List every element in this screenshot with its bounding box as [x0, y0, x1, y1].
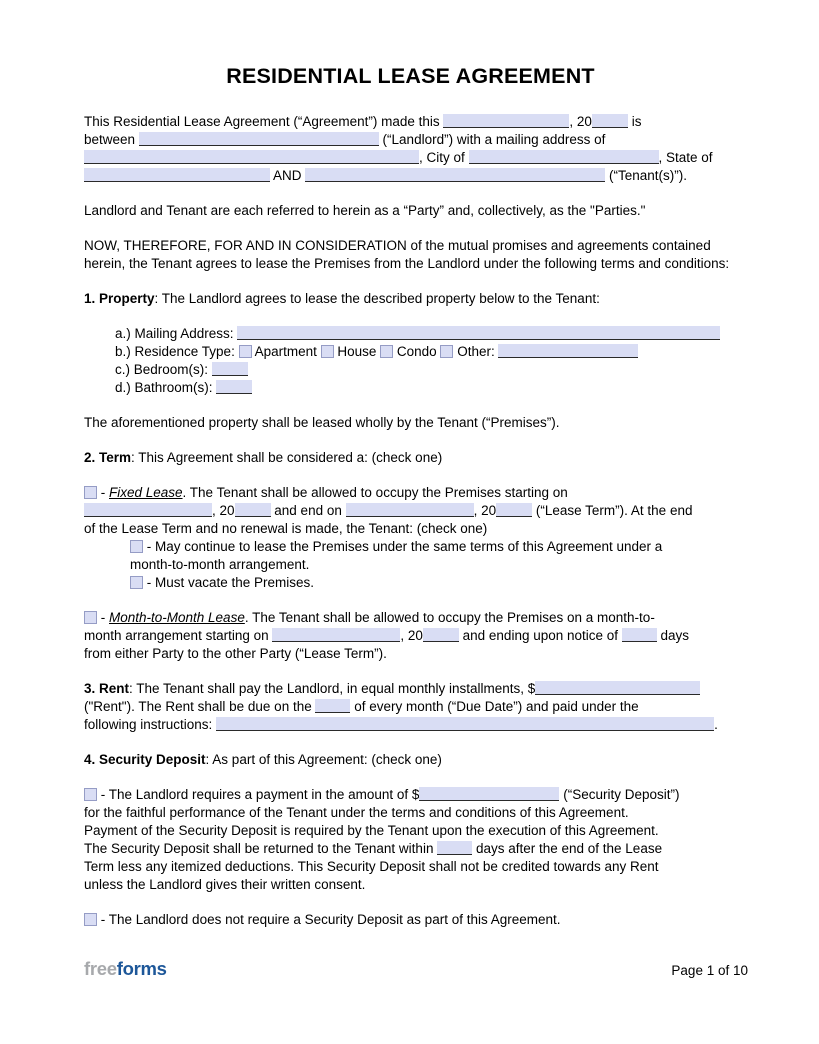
- section4-number: 4. Security Deposit: [84, 752, 206, 767]
- fixed-lease-paragraph: [84, 484, 737, 592]
- section3-number: 3. Rent: [84, 681, 130, 696]
- lease-end-year-field[interactable]: [496, 503, 532, 517]
- intro-line-4: [84, 167, 737, 185]
- intro-line-3: [84, 149, 737, 167]
- state-field[interactable]: [84, 168, 270, 182]
- property-item-a: [115, 325, 737, 343]
- m2m-start-date-field[interactable]: [272, 628, 400, 642]
- vacate-option-line: [84, 574, 737, 592]
- landlord-name-field[interactable]: [139, 132, 379, 146]
- section2-heading-text: : This Agreement shall be considered a: (check one): [131, 450, 443, 465]
- deposit-line-2: [84, 804, 737, 822]
- bathrooms-field[interactable]: [216, 380, 252, 394]
- agreement-day-field[interactable]: [443, 114, 569, 128]
- condo-checkbox[interactable]: [380, 345, 393, 358]
- item-d-text: d.) Bathroom(s):: [115, 380, 217, 395]
- deposit-text: Term less any itemized deductions. This Security Deposit shall not be credited towards any Rent: [84, 859, 659, 874]
- m2m-text: . The Tenant shall be allowed to occupy the Premises on a month-to-: [244, 610, 655, 625]
- fixed-lease-text: , 20: [212, 503, 235, 518]
- consideration-text: NOW, THEREFORE, FOR AND IN CONSIDERATION of the mutual promises and agreements contained herein, the Tenant agrees to lease the Premises from the Landlord under the following terms and conditions:: [84, 238, 730, 271]
- deposit-text: for the faithful performance of the Tenant under the terms and conditions of this Agreement.: [84, 805, 629, 820]
- other-checkbox[interactable]: [440, 345, 453, 358]
- intro-text: , State of: [658, 150, 713, 165]
- rent-amount-field[interactable]: [535, 681, 700, 695]
- parties-text: Landlord and Tenant are each referred to herein as a “Party” and, collectively, as the "Parties.": [84, 203, 646, 218]
- continue-option-line-1: [84, 538, 737, 556]
- m2m-line-3: [84, 645, 737, 663]
- fixed-lease-text: (“Lease Term”). At the end: [532, 503, 693, 518]
- deposit-line-4: [84, 840, 737, 858]
- agreement-year-field[interactable]: [592, 114, 628, 128]
- fixed-lease-checkbox[interactable]: [84, 486, 97, 499]
- rent-text: ("Rent"). The Rent shall be due on the: [84, 699, 316, 714]
- item-c-text: c.) Bedroom(s):: [115, 362, 212, 377]
- deposit-text: The Security Deposit shall be returned to the Tenant within: [84, 841, 438, 856]
- deposit-text: unless the Landlord gives their written consent.: [84, 877, 366, 892]
- no-deposit-text: - The Landlord does not require a Security Deposit as part of this Agreement.: [97, 912, 561, 927]
- notice-days-field[interactable]: [622, 628, 657, 642]
- section4-heading-text: : As part of this Agreement: (check one): [205, 752, 442, 767]
- consideration-paragraph: [84, 237, 737, 273]
- month-to-month-label: Month-to-Month Lease: [109, 610, 245, 625]
- m2m-text: and ending upon notice of: [458, 628, 622, 643]
- section1-number: 1. Property: [84, 291, 155, 306]
- property-item-d: [115, 379, 737, 397]
- continue-option-line-2: [84, 556, 737, 574]
- house-label: House: [333, 344, 381, 359]
- intro-text: AND: [270, 168, 306, 183]
- deposit-line-6: [84, 876, 737, 894]
- fixed-lease-text: and end on: [270, 503, 346, 518]
- fixed-lease-line-1: [84, 484, 737, 502]
- rent-paragraph: [84, 680, 737, 734]
- fixed-lease-line-3: [84, 520, 737, 538]
- deposit-amount-field[interactable]: [419, 787, 559, 801]
- intro-text: between: [84, 132, 139, 147]
- m2m-text: month arrangement starting on: [84, 628, 273, 643]
- bedrooms-field[interactable]: [212, 362, 248, 376]
- deposit-required-checkbox[interactable]: [84, 788, 97, 801]
- fixed-lease-dash: -: [97, 485, 109, 500]
- landlord-address-field[interactable]: [84, 150, 419, 164]
- m2m-start-year-field[interactable]: [423, 628, 459, 642]
- page-footer: [84, 958, 748, 980]
- fixed-lease-line-2: [84, 502, 737, 520]
- deposit-required-paragraph: [84, 786, 737, 894]
- other-label: Other:: [453, 344, 499, 359]
- property-item-c: [115, 361, 737, 379]
- item-b-text: b.) Residence Type:: [115, 344, 239, 359]
- rent-text: following instructions:: [84, 717, 217, 732]
- city-field[interactable]: [469, 150, 659, 164]
- deposit-return-days-field[interactable]: [437, 841, 472, 855]
- m2m-text: days: [656, 628, 690, 643]
- parties-paragraph: [84, 202, 737, 220]
- rent-line-2: [84, 698, 737, 716]
- rent-text: : The Tenant shall pay the Landlord, in equal monthly installments, $: [129, 681, 536, 696]
- must-vacate-checkbox[interactable]: [130, 576, 143, 589]
- section1-heading-text: : The Landlord agrees to lease the described property below to the Tenant:: [154, 291, 600, 306]
- intro-paragraph: [84, 113, 737, 185]
- deposit-text: Payment of the Security Deposit is required by the Tenant upon the execution of this Agreement.: [84, 823, 659, 838]
- fixed-lease-text: , 20: [473, 503, 497, 518]
- due-day-field[interactable]: [315, 699, 350, 713]
- intro-text: is: [627, 114, 642, 129]
- fixed-lease-label: Fixed Lease: [109, 485, 183, 500]
- m2m-line-2: [84, 627, 737, 645]
- brand-free-text: free: [84, 958, 117, 979]
- section4-heading: [84, 751, 737, 769]
- page-number: Page 1 of 10: [671, 963, 748, 978]
- no-deposit-checkbox[interactable]: [84, 913, 97, 926]
- deposit-text: - The Landlord requires a payment in the amount of $: [97, 787, 420, 802]
- condo-label: Condo: [393, 344, 441, 359]
- item-a-text: a.) Mailing Address:: [115, 326, 238, 341]
- no-deposit-line: [84, 911, 737, 929]
- brand-forms-text: forms: [116, 958, 167, 979]
- premises-text: The aforementioned property shall be leased wholly by the Tenant (“Premises”).: [84, 415, 560, 430]
- section2-number: 2. Term: [84, 450, 132, 465]
- intro-line-2: [84, 131, 737, 149]
- month-to-month-paragraph: [84, 609, 737, 663]
- continue-option-text: - May continue to lease the Premises under the same terms of this Agreement under a: [143, 539, 663, 554]
- m2m-text: , 20: [400, 628, 423, 643]
- property-list: [115, 325, 737, 397]
- intro-text: (“Tenant(s)”).: [605, 168, 688, 183]
- other-residence-type-field[interactable]: [498, 344, 638, 358]
- lease-end-date-field[interactable]: [346, 503, 474, 517]
- payment-instructions-field[interactable]: [216, 717, 714, 731]
- month-to-month-checkbox[interactable]: [84, 611, 97, 624]
- premises-paragraph: [84, 414, 737, 432]
- intro-line-1: [84, 113, 737, 131]
- intro-text: This Residential Lease Agreement (“Agreement”) made this: [84, 114, 444, 129]
- page-title: RESIDENTIAL LEASE AGREEMENT: [226, 64, 595, 88]
- m2m-text: from either Party to the other Party (“Lease Term”).: [84, 646, 387, 661]
- property-item-b: [115, 343, 737, 361]
- apartment-label: Apartment: [251, 344, 321, 359]
- m2m-dash: -: [97, 610, 109, 625]
- deposit-text: (“Security Deposit”): [559, 787, 680, 802]
- freeforms-logo: [84, 958, 167, 980]
- apartment-checkbox[interactable]: [239, 345, 252, 358]
- property-mailing-address-field[interactable]: [237, 326, 720, 340]
- section2-heading: [84, 449, 737, 467]
- rent-text: .: [714, 717, 718, 732]
- deposit-line-1: [84, 786, 737, 804]
- deposit-text: days after the end of the Lease: [472, 841, 663, 856]
- lease-start-year-field[interactable]: [235, 503, 271, 517]
- rent-line-1: [84, 680, 737, 698]
- intro-text: , 20: [569, 114, 592, 129]
- fixed-lease-text: . The Tenant shall be allowed to occupy the Premises starting on: [182, 485, 568, 500]
- intro-text: , City of: [419, 150, 469, 165]
- document-content: [84, 64, 737, 946]
- tenant-names-field[interactable]: [305, 168, 605, 182]
- continue-month-to-month-checkbox[interactable]: [130, 540, 143, 553]
- fixed-lease-text: of the Lease Term and no renewal is made, the Tenant: (check one): [84, 521, 488, 536]
- house-checkbox[interactable]: [321, 345, 334, 358]
- lease-start-date-field[interactable]: [84, 503, 212, 517]
- rent-line-3: [84, 716, 737, 734]
- intro-text: (“Landlord”) with a mailing address of: [378, 132, 606, 147]
- m2m-line-1: [84, 609, 737, 627]
- rent-text: of every month (“Due Date”) and paid under the: [350, 699, 639, 714]
- deposit-line-5: [84, 858, 737, 876]
- no-deposit-paragraph: [84, 911, 737, 929]
- vacate-option-text: - Must vacate the Premises.: [143, 575, 315, 590]
- section1-heading: [84, 290, 737, 308]
- deposit-line-3: [84, 822, 737, 840]
- continue-option-text: month-to-month arrangement.: [130, 557, 310, 572]
